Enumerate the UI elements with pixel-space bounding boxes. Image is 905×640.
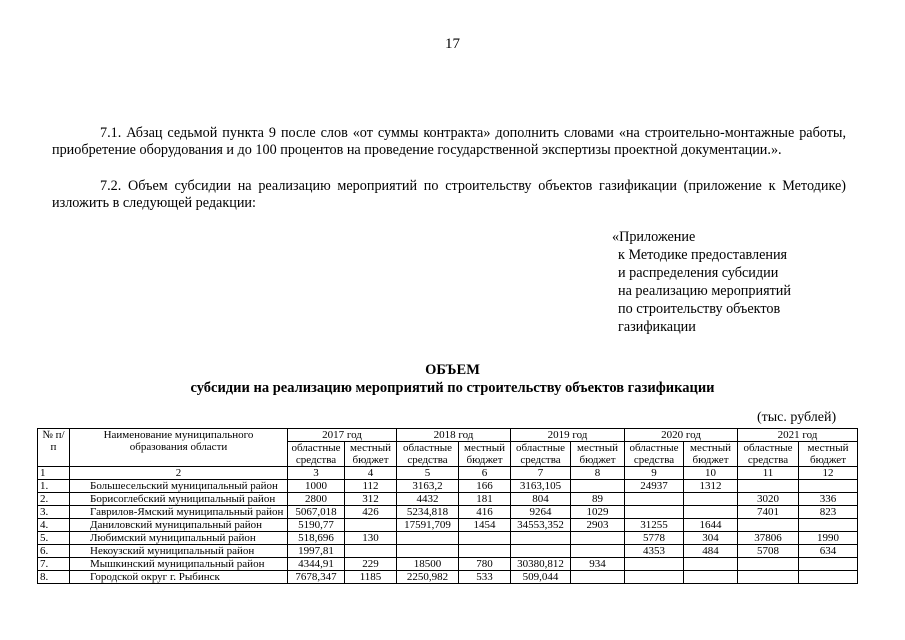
- subheader-local: местный бюджет: [684, 442, 738, 467]
- value-cell: [625, 493, 684, 506]
- value-cell: 304: [684, 532, 738, 545]
- value-cell: [799, 519, 858, 532]
- header-year: 2019 год: [511, 429, 625, 442]
- value-cell: 2250,982: [397, 571, 459, 584]
- table-row: [38, 545, 858, 558]
- numbering-cell: 8: [571, 467, 625, 480]
- value-cell: 7678,347: [288, 571, 345, 584]
- municipality-name: Городской округ г. Рыбинск: [70, 571, 288, 584]
- value-cell: 780: [459, 558, 511, 571]
- appendix-line: на реализацию мероприятий: [618, 283, 791, 299]
- value-cell: [625, 506, 684, 519]
- header-year: 2020 год: [625, 429, 738, 442]
- value-cell: 426: [345, 506, 397, 519]
- value-cell: [799, 571, 858, 584]
- value-cell: 112: [345, 480, 397, 493]
- numbering-cell: 5: [397, 467, 459, 480]
- row-number: 3.: [38, 506, 70, 519]
- value-cell: 4344,91: [288, 558, 345, 571]
- numbering-cell: 11: [738, 467, 799, 480]
- value-cell: 518,696: [288, 532, 345, 545]
- value-cell: 5190,77: [288, 519, 345, 532]
- numbering-cell: 9: [625, 467, 684, 480]
- value-cell: [738, 480, 799, 493]
- value-cell: 5778: [625, 532, 684, 545]
- row-number: 8.: [38, 571, 70, 584]
- value-cell: 3020: [738, 493, 799, 506]
- numbering-cell: 4: [345, 467, 397, 480]
- value-cell: 9264: [511, 506, 571, 519]
- municipality-name: Мышкинский муниципальный район: [70, 558, 288, 571]
- value-cell: 31255: [625, 519, 684, 532]
- value-cell: 2903: [571, 519, 625, 532]
- row-number: 2.: [38, 493, 70, 506]
- value-cell: [511, 545, 571, 558]
- row-number: 5.: [38, 532, 70, 545]
- value-cell: [571, 545, 625, 558]
- table-row: [38, 519, 858, 532]
- appendix-line: по строительству объектов: [618, 301, 781, 317]
- value-cell: 1000: [288, 480, 345, 493]
- subheader-local: местный бюджет: [571, 442, 625, 467]
- page-number: 17: [445, 36, 460, 52]
- table-row: [38, 558, 858, 571]
- municipality-name: Гаврилов-Ямский муниципальный район: [70, 506, 288, 519]
- subsidy-table: [37, 428, 858, 584]
- appendix-reference: [612, 228, 791, 336]
- value-cell: 30380,812: [511, 558, 571, 571]
- value-cell: [571, 571, 625, 584]
- value-cell: [684, 493, 738, 506]
- municipality-name: Большесельский муниципальный район: [70, 480, 288, 493]
- table-row: [38, 532, 858, 545]
- numbering-cell: 10: [684, 467, 738, 480]
- value-cell: 634: [799, 545, 858, 558]
- header-name: Наименование муниципального образования области: [70, 429, 288, 467]
- value-cell: 804: [511, 493, 571, 506]
- value-cell: [397, 545, 459, 558]
- value-cell: [738, 558, 799, 571]
- value-cell: 229: [345, 558, 397, 571]
- value-cell: [738, 519, 799, 532]
- value-cell: [459, 532, 511, 545]
- value-cell: [625, 558, 684, 571]
- value-cell: 1997,81: [288, 545, 345, 558]
- subheader-regional: областные средства: [397, 442, 459, 467]
- value-cell: 336: [799, 493, 858, 506]
- value-cell: [571, 532, 625, 545]
- value-cell: 5708: [738, 545, 799, 558]
- row-number: 1.: [38, 480, 70, 493]
- value-cell: 1644: [684, 519, 738, 532]
- value-cell: 1312: [684, 480, 738, 493]
- header-row-numbering: [38, 467, 858, 480]
- municipality-name: Даниловский муниципальный район: [70, 519, 288, 532]
- value-cell: 5067,018: [288, 506, 345, 519]
- value-cell: 5234,818: [397, 506, 459, 519]
- header-row-years: [38, 429, 858, 442]
- numbering-cell: 7: [511, 467, 571, 480]
- value-cell: [799, 480, 858, 493]
- value-cell: 89: [571, 493, 625, 506]
- value-cell: [684, 506, 738, 519]
- subheader-regional: областные средства: [625, 442, 684, 467]
- row-number: 7.: [38, 558, 70, 571]
- value-cell: 166: [459, 480, 511, 493]
- row-number: 6.: [38, 545, 70, 558]
- table-row: [38, 480, 858, 493]
- appendix-line: газификации: [618, 319, 696, 335]
- numbering-cell: 3: [288, 467, 345, 480]
- value-cell: [397, 532, 459, 545]
- subheader-local: местный бюджет: [799, 442, 858, 467]
- value-cell: 1990: [799, 532, 858, 545]
- subheader-regional: областные средства: [288, 442, 345, 467]
- table-row: [38, 506, 858, 519]
- municipality-name: Борисоглебский муниципальный район: [70, 493, 288, 506]
- value-cell: 4353: [625, 545, 684, 558]
- value-cell: 823: [799, 506, 858, 519]
- value-cell: 533: [459, 571, 511, 584]
- value-cell: [625, 571, 684, 584]
- value-cell: 18500: [397, 558, 459, 571]
- value-cell: [684, 558, 738, 571]
- value-cell: [799, 558, 858, 571]
- header-year: 2017 год: [288, 429, 397, 442]
- numbering-cell: 2: [70, 467, 288, 480]
- value-cell: 24937: [625, 480, 684, 493]
- value-cell: 484: [684, 545, 738, 558]
- value-cell: 17591,709: [397, 519, 459, 532]
- subheader-regional: областные средства: [738, 442, 799, 467]
- document-title: ОБЪЕМ: [425, 362, 480, 378]
- value-cell: 4432: [397, 493, 459, 506]
- numbering-cell: 6: [459, 467, 511, 480]
- value-cell: 2800: [288, 493, 345, 506]
- municipality-name: Любимский муниципальный район: [70, 532, 288, 545]
- value-cell: [345, 545, 397, 558]
- value-cell: 1454: [459, 519, 511, 532]
- value-cell: [345, 519, 397, 532]
- value-cell: 7401: [738, 506, 799, 519]
- value-cell: [459, 545, 511, 558]
- value-cell: 3163,105: [511, 480, 571, 493]
- paragraph-7-2: 7.2. Объем субсидии на реализацию мероприятий по строительству объектов газификации (приложение к Методике) изложить в следующей редакции:: [52, 178, 846, 211]
- row-number: 4.: [38, 519, 70, 532]
- header-year: 2021 год: [738, 429, 858, 442]
- table-row: [38, 571, 858, 584]
- value-cell: 934: [571, 558, 625, 571]
- value-cell: [571, 480, 625, 493]
- numbering-cell: 12: [799, 467, 858, 480]
- header-no: № п/п: [38, 429, 70, 467]
- value-cell: [684, 571, 738, 584]
- value-cell: 130: [345, 532, 397, 545]
- appendix-line: «Приложение: [612, 229, 696, 245]
- subheader-regional: областные средства: [511, 442, 571, 467]
- paragraph-7-1: 7.1. Абзац седьмой пункта 9 после слов «от суммы контракта» дополнить словами «на строительно-монтажные работы, приобретение оборудования и до 100 процентов на проведение государственной экспертизы проектной документации.».: [52, 125, 846, 158]
- value-cell: 34553,352: [511, 519, 571, 532]
- value-cell: 181: [459, 493, 511, 506]
- municipality-name: Некоузский муниципальный район: [70, 545, 288, 558]
- units-label: (тыс. рублей): [757, 410, 837, 425]
- value-cell: 416: [459, 506, 511, 519]
- value-cell: 3163,2: [397, 480, 459, 493]
- value-cell: [738, 571, 799, 584]
- document-subtitle: субсидии на реализацию мероприятий по строительству объектов газификации: [190, 380, 715, 396]
- header-year: 2018 год: [397, 429, 511, 442]
- subheader-local: местный бюджет: [459, 442, 511, 467]
- numbering-cell: 1: [38, 467, 70, 480]
- value-cell: [511, 532, 571, 545]
- value-cell: 37806: [738, 532, 799, 545]
- value-cell: 509,044: [511, 571, 571, 584]
- value-cell: 1029: [571, 506, 625, 519]
- subheader-local: местный бюджет: [345, 442, 397, 467]
- table-row: [38, 493, 858, 506]
- appendix-line: и распределения субсидии: [618, 265, 779, 281]
- value-cell: 1185: [345, 571, 397, 584]
- appendix-line: к Методике предоставления: [618, 247, 788, 263]
- value-cell: 312: [345, 493, 397, 506]
